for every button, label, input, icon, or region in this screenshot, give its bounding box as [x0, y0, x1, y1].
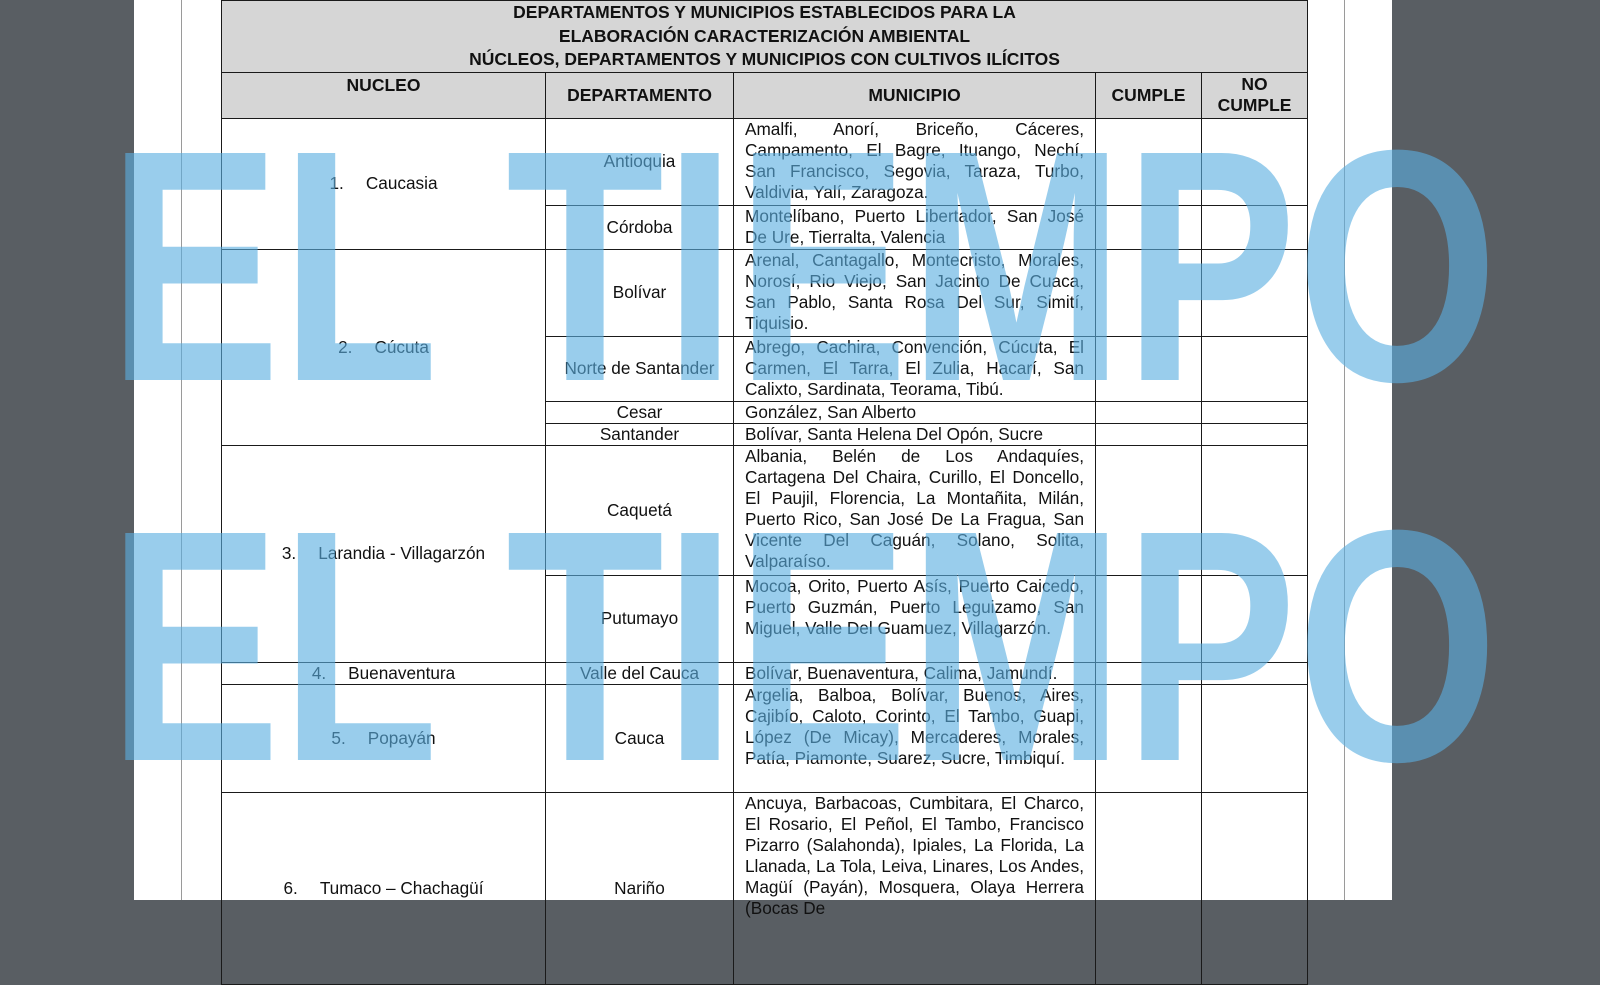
- table-row: [222, 118, 1308, 205]
- table-title-row: [222, 1, 1308, 73]
- municipio-cell: González, San Alberto: [734, 401, 1096, 423]
- no-cumple-cell: [1202, 684, 1308, 792]
- cumple-cell: [1096, 575, 1202, 662]
- table-row: [222, 249, 1308, 336]
- header-cumple: CUMPLE: [1096, 72, 1202, 118]
- departamento-cell: Norte de Santander: [546, 336, 734, 401]
- cumple-cell: [1096, 205, 1202, 249]
- watermark-text-top: EL TIEMPO: [108, 81, 1498, 450]
- municipio-cell: Bolívar, Santa Helena Del Opón, Sucre: [734, 423, 1096, 445]
- nucleo-cell: [222, 662, 546, 684]
- departamento-cell: Cesar: [546, 401, 734, 423]
- municipios-table: [221, 0, 1308, 985]
- departamento-cell: Bolívar: [546, 249, 734, 336]
- departamento-cell: Valle del Cauca: [546, 662, 734, 684]
- nucleo-number: 2.: [338, 336, 353, 357]
- no-cumple-cell: [1202, 336, 1308, 401]
- no-cumple-cell: [1202, 662, 1308, 684]
- cumple-cell: [1096, 662, 1202, 684]
- table-row: [222, 445, 1308, 575]
- nucleo-number: 4.: [311, 662, 327, 683]
- header-nucleo: NUCLEO: [222, 72, 546, 118]
- departamento-cell: Nariño: [546, 792, 734, 984]
- cumple-cell: [1096, 423, 1202, 445]
- nucleo-cell: [222, 445, 546, 662]
- municipio-cell: Mocoa, Orito, Puerto Asís, Puerto Caicedo, Puerto Guzmán, Puerto Leguizamo, San Miguel, Valle Del Guamuez, Villagarzón.: [734, 575, 1096, 662]
- header-no-cumple-line-2: CUMPLE: [1217, 95, 1292, 115]
- nucleo-cell: [222, 118, 546, 249]
- page-margin-line-right: [1344, 0, 1345, 900]
- nucleo-number: 6.: [283, 877, 298, 898]
- nucleo-name: Popayán: [367, 727, 436, 748]
- nucleo-cell: [222, 249, 546, 445]
- cumple-cell: [1096, 336, 1202, 401]
- municipio-cell: Amalfi, Anorí, Briceño, Cáceres, Campamento, El Bagre, Ituango, Nechí, San Francisco, Segovia, Taraza, Turbo, Valdivia, Yalí, Zaragoza.: [734, 118, 1096, 205]
- municipio-cell: Albania, Belén de Los Andaquíes, Cartagena Del Chaira, Curillo, El Doncello, El Paujil, Florencia, La Montañita, Milán, Puerto Rico, San José De La Fragua, San Vicente Del Caguán, Solano, Solita, Valparaíso.: [734, 445, 1096, 575]
- title-line-1: DEPARTAMENTOS Y MUNICIPIOS ESTABLECIDOS PARA LA: [513, 2, 1016, 22]
- departamento-cell: Santander: [546, 423, 734, 445]
- nucleo-number: 5.: [331, 727, 346, 748]
- municipio-cell: Arenal, Cantagallo, Montecristo, Morales, Norosí, Rio Viejo, San Jacinto De Cuaca, San Pablo, Santa Rosa Del Sur, Simití, Tiquisio.: [734, 249, 1096, 336]
- no-cumple-cell: [1202, 205, 1308, 249]
- municipio-cell: Ancuya, Barbacoas, Cumbitara, El Charco, El Rosario, El Peñol, El Tambo, Francisco Pizarro (Salahonda), Ipiales, La Florida, La Llanada, La Tola, Leiva, Linares, Los Andes, Magüí (Payán), Mosquera, Olaya Herrera (Bocas De: [734, 792, 1096, 984]
- table-row: [222, 792, 1308, 984]
- no-cumple-cell: [1202, 445, 1308, 575]
- nucleo-name: Larandia - Villagarzón: [318, 543, 486, 563]
- no-cumple-cell: [1202, 423, 1308, 445]
- title-line-2: ELABORACIÓN CARACTERIZACIÓN AMBIENTAL: [558, 25, 971, 46]
- header-departamento: DEPARTAMENTO: [546, 72, 734, 118]
- watermark-text-bottom: EL TIEMPO: [108, 461, 1498, 830]
- document-page: [134, 0, 1392, 918]
- nucleo-name: Cúcuta: [374, 336, 429, 357]
- no-cumple-cell: [1202, 118, 1308, 205]
- municipio-cell: Bolívar, Buenaventura, Calima, Jamundí.: [734, 662, 1096, 684]
- nucleo-name: Caucasia: [365, 173, 438, 193]
- header-municipio: MUNICIPIO: [734, 72, 1096, 118]
- nucleo-number: 3.: [281, 543, 297, 563]
- nucleo-cell: [222, 792, 546, 984]
- nucleo-name: Tumaco – Chachagüí: [319, 877, 484, 898]
- municipio-cell: Montelíbano, Puerto Libertador, San José De Ure, Tierralta, Valencia: [734, 205, 1096, 249]
- nucleo-number: 1.: [329, 173, 344, 193]
- no-cumple-cell: [1202, 249, 1308, 336]
- cumple-cell: [1096, 445, 1202, 575]
- departamento-cell: Cauca: [546, 684, 734, 792]
- municipio-cell: Argelia, Balboa, Bolívar, Buenos, Aires, Cajibío, Caloto, Corinto, El Tambo, Guapi, López (De Micay), Mercaderes, Morales, Patía, Piamonte, Suarez, Sucre, Timbiquí.: [734, 684, 1096, 792]
- title-line-3: NÚCLEOS, DEPARTAMENTOS Y MUNICIPIOS CON CULTIVOS ILÍCITOS: [469, 49, 1060, 69]
- table-row: [222, 662, 1308, 684]
- table-row: [222, 684, 1308, 792]
- no-cumple-cell: [1202, 575, 1308, 662]
- table-title: [222, 1, 1308, 73]
- municipio-cell: Abrego, Cachira, Convención, Cúcuta, El Carmen, El Tarra, El Zulia, Hacarí, San Calixto, Sardinata, Teorama, Tibú.: [734, 336, 1096, 401]
- departamento-cell: Caquetá: [546, 445, 734, 575]
- nucleo-cell: [222, 684, 546, 792]
- departamento-cell: Putumayo: [546, 575, 734, 662]
- no-cumple-cell: [1202, 792, 1308, 984]
- departamento-cell: Antioquia: [546, 118, 734, 205]
- cumple-cell: [1096, 249, 1202, 336]
- header-no-cumple-line-1: NO: [1241, 74, 1268, 94]
- cumple-cell: [1096, 792, 1202, 984]
- table-header-row: [222, 72, 1308, 118]
- cumple-cell: [1096, 684, 1202, 792]
- nucleo-name: Buenaventura: [348, 662, 456, 683]
- cumple-cell: [1096, 118, 1202, 205]
- cumple-cell: [1096, 401, 1202, 423]
- departamento-cell: Córdoba: [546, 205, 734, 249]
- page-margin-line-left: [181, 0, 182, 900]
- no-cumple-cell: [1202, 401, 1308, 423]
- header-no-cumple: [1202, 72, 1308, 118]
